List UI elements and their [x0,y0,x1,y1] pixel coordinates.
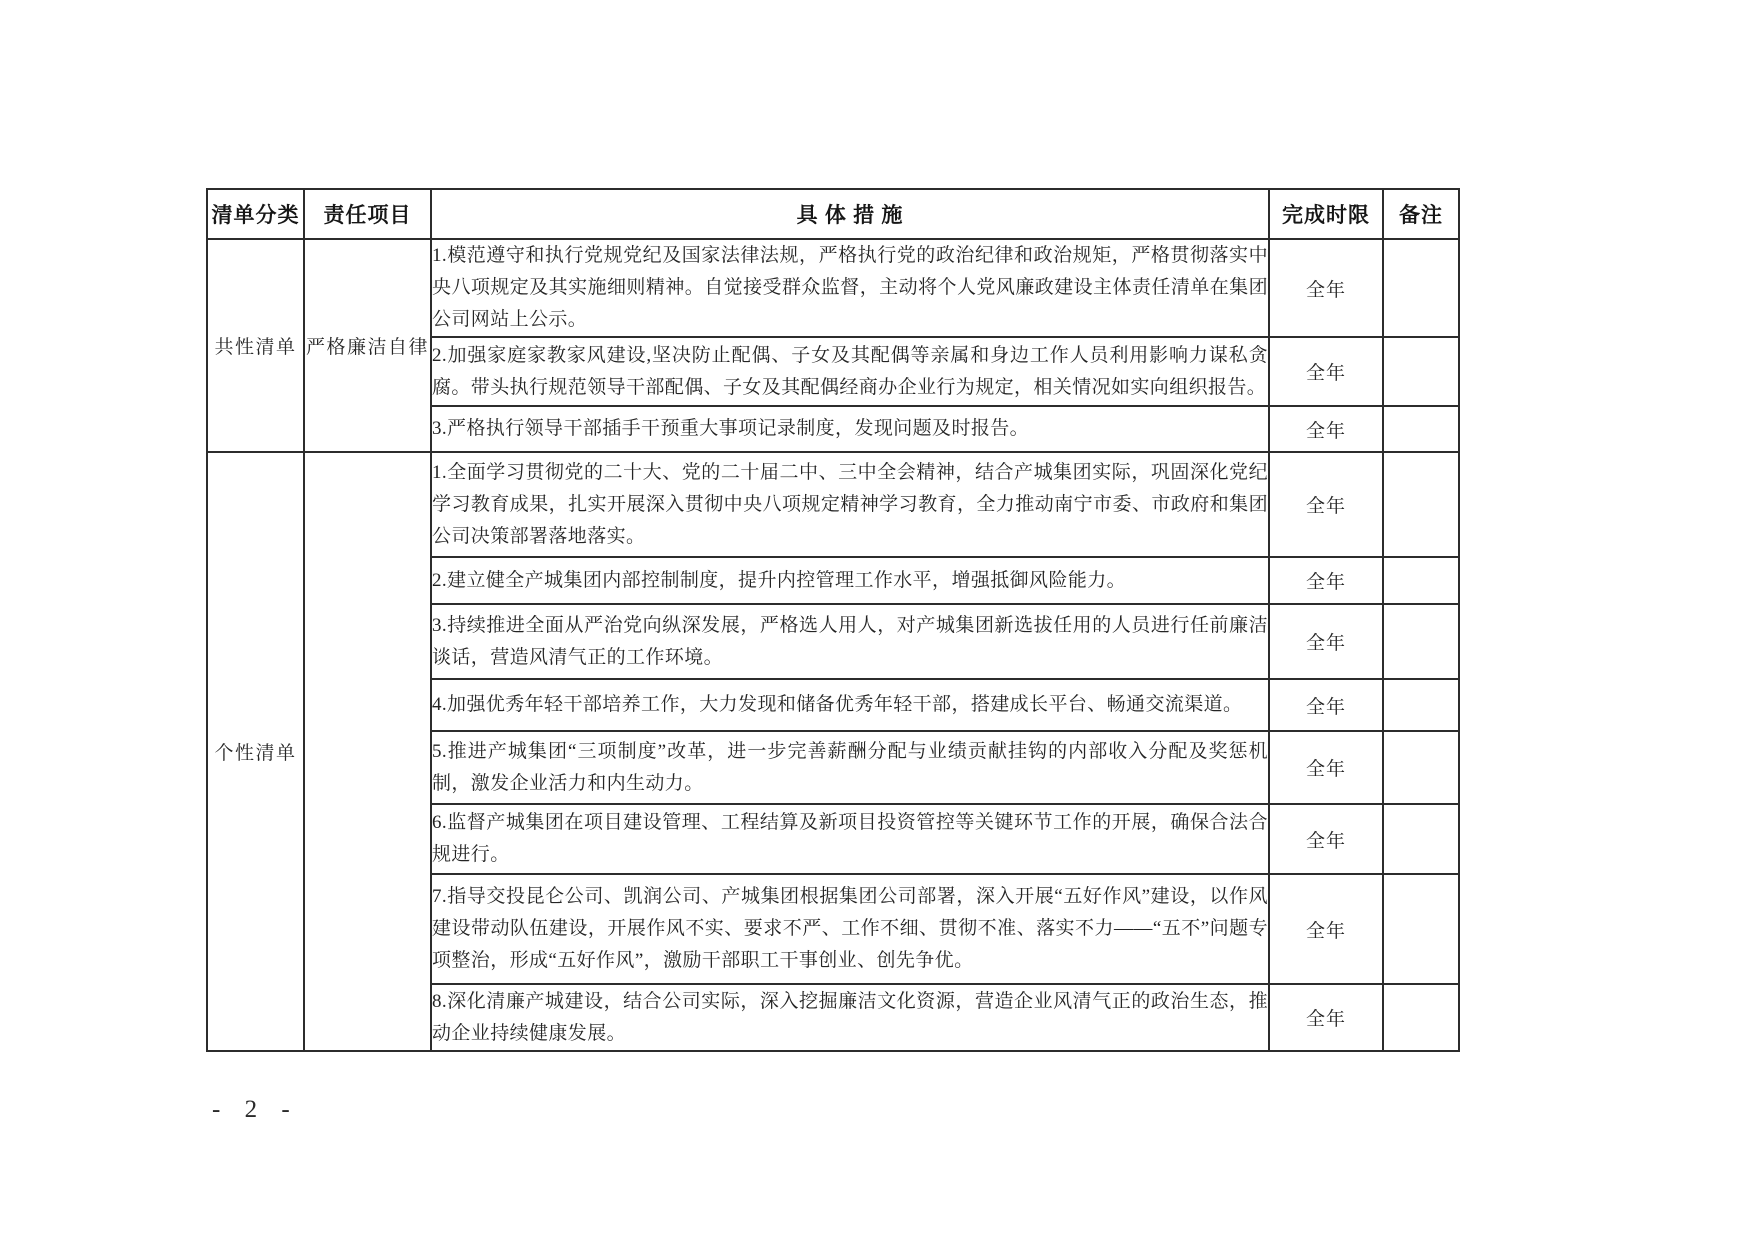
measure-cell: 2.建立健全产城集团内部控制制度，提升内控管理工作水平，增强抵御风险能力。 [431,557,1269,604]
deadline-cell: 全年 [1269,337,1383,406]
note-cell [1383,804,1459,874]
deadline-cell: 全年 [1269,557,1383,604]
note-cell [1383,984,1459,1051]
category-cell: 共性清单 [207,239,304,452]
measure-cell: 3.严格执行领导干部插手干预重大事项记录制度，发现问题及时报告。 [431,406,1269,452]
deadline-cell: 全年 [1269,984,1383,1051]
header-category: 清单分类 [207,189,304,239]
table-header-row [207,189,1459,239]
note-cell [1383,604,1459,679]
table-row [207,452,1459,557]
note-cell [1383,239,1459,337]
note-cell [1383,679,1459,731]
measure-cell: 4.加强优秀年轻干部培养工作，大力发现和储备优秀年轻干部，搭建成长平台、畅通交流渠道。 [431,679,1269,731]
measure-cell: 7.指导交投昆仑公司、凯润公司、产城集团根据集团公司部署，深入开展“五好作风”建设，以作风建设带动队伍建设，开展作风不实、要求不严、工作不细、贯彻不准、落实不力——“五不”问题专项整治，形成“五好作风”，激励干部职工干事创业、创先争优。 [431,874,1269,984]
deadline-cell: 全年 [1269,604,1383,679]
note-cell [1383,557,1459,604]
measure-cell: 1.模范遵守和执行党规党纪及国家法律法规，严格执行党的政治纪律和政治规矩，严格贯彻落实中央八项规定及其实施细则精神。自觉接受群众监督，主动将个人党风廉政建设主体责任清单在集团公司网站上公示。 [431,239,1269,337]
responsibility-table [206,188,1460,1052]
header-project: 责任项目 [304,189,431,239]
header-deadline: 完成时限 [1269,189,1383,239]
measure-cell: 6.监督产城集团在项目建设管理、工程结算及新项目投资管控等关键环节工作的开展，确保合法合规进行。 [431,804,1269,874]
project-cell: 严格廉洁自律 [304,239,431,452]
measure-cell: 8.深化清廉产城建设，结合公司实际，深入挖掘廉洁文化资源，营造企业风清气正的政治生态，推动企业持续健康发展。 [431,984,1269,1051]
table-row [207,239,1459,337]
note-cell [1383,452,1459,557]
deadline-cell: 全年 [1269,731,1383,804]
measure-cell: 2.加强家庭家教家风建设,坚决防止配偶、子女及其配偶等亲属和身边工作人员利用影响力谋私贪腐。带头执行规范领导干部配偶、子女及其配偶经商办企业行为规定，相关情况如实向组织报告。 [431,337,1269,406]
deadline-cell: 全年 [1269,874,1383,984]
header-measures: 具 体 措 施 [431,189,1269,239]
measure-cell: 3.持续推进全面从严治党向纵深发展，严格选人用人，对产城集团新选拔任用的人员进行任前廉洁谈话，营造风清气正的工作环境。 [431,604,1269,679]
note-cell [1383,406,1459,452]
note-cell [1383,731,1459,804]
deadline-cell: 全年 [1269,406,1383,452]
measure-cell: 1.全面学习贯彻党的二十大、党的二十届二中、三中全会精神，结合产城集团实际，巩固深化党纪学习教育成果，扎实开展深入贯彻中央八项规定精神学习教育，全力推动南宁市委、市政府和集团公司决策部署落地落实。 [431,452,1269,557]
deadline-cell: 全年 [1269,239,1383,337]
category-cell: 个性清单 [207,452,304,1051]
deadline-cell: 全年 [1269,804,1383,874]
page-number: - 2 - [212,1096,299,1123]
header-note: 备注 [1383,189,1459,239]
measure-cell: 5.推进产城集团“三项制度”改革，进一步完善薪酬分配与业绩贡献挂钩的内部收入分配及奖惩机制，激发企业活力和内生动力。 [431,731,1269,804]
note-cell [1383,337,1459,406]
project-cell [304,452,431,1051]
note-cell [1383,874,1459,984]
deadline-cell: 全年 [1269,452,1383,557]
deadline-cell: 全年 [1269,679,1383,731]
